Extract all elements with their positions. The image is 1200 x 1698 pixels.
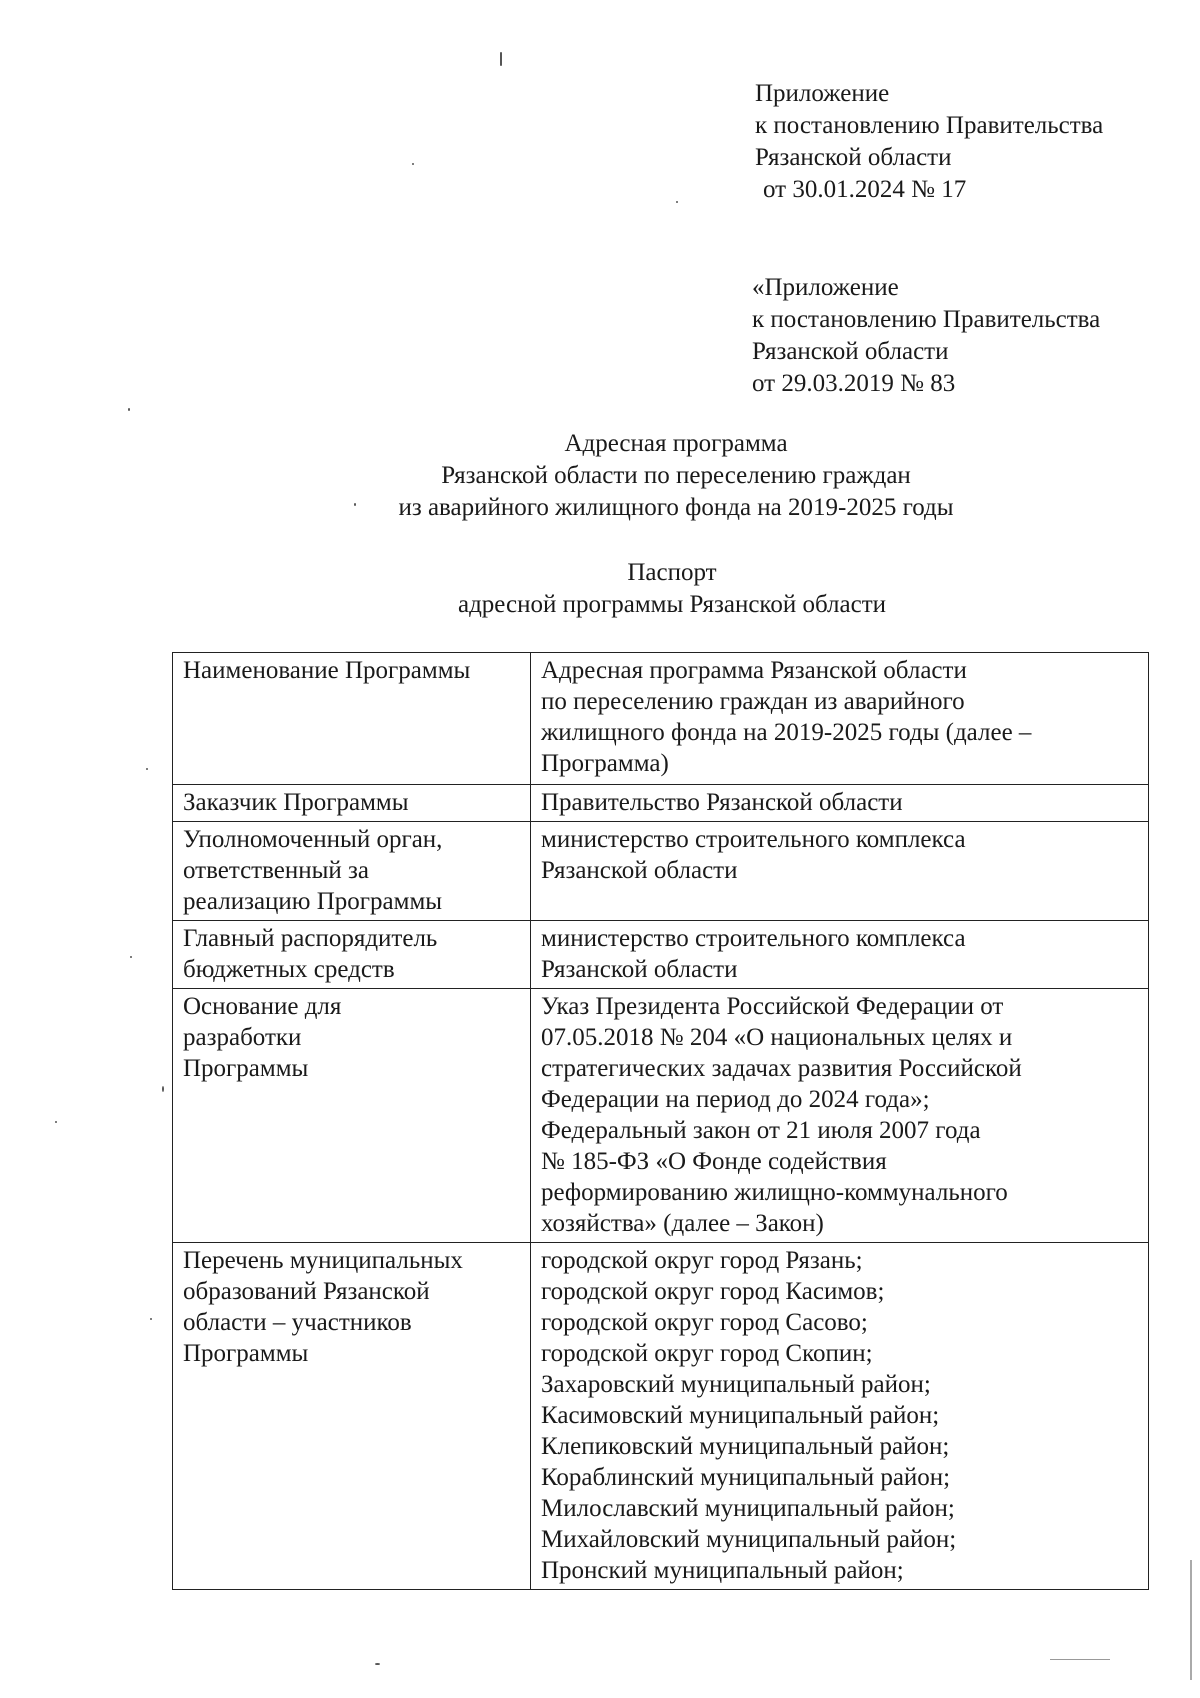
appendix-header-original <box>752 272 1100 400</box>
header-line: «Приложение <box>752 274 899 301</box>
row-value: Адресная программа Рязанской области по переселению граждан из аварийного жилищного фонда на 2019-2025 годы (далее – Программа) <box>531 653 1149 785</box>
header-line: от 30.01.2024 № 17 <box>763 176 967 203</box>
row-label: Перечень муниципальных образований Рязанской области – участников Программы <box>173 1243 531 1590</box>
scan-speck <box>55 1121 57 1123</box>
row-label: Заказчик Программы <box>173 785 531 822</box>
appendix-header-current <box>755 78 1103 206</box>
title-line: Адресная программа <box>564 430 788 457</box>
row-value: Правительство Рязанской области <box>531 785 1149 822</box>
row-value: министерство строительного комплекса Рязанской области <box>531 822 1149 921</box>
row-label: Наименование Программы <box>173 653 531 785</box>
table-row <box>173 653 1149 785</box>
title-line: Рязанской области по переселению граждан <box>441 462 911 489</box>
program-title <box>76 428 1200 524</box>
scan-speck <box>146 768 148 770</box>
title-line: из аварийного жилищного фонда на 2019-2025 годы <box>398 494 954 521</box>
header-line: от 29.03.2019 № 83 <box>752 370 956 397</box>
scan-speck <box>375 1663 380 1665</box>
table-row <box>173 921 1149 989</box>
scan-speck <box>676 201 678 203</box>
scan-speck <box>162 1086 164 1092</box>
scan-speck <box>130 956 132 958</box>
row-value: Указ Президента Российской Федерации от 07.05.2018 № 204 «О национальных целях и стратегических задачах развития Российской Федерации на период до 2024 года»; Федеральный закон от 21 июля 2007 года № 185-ФЗ «О Фонде содействия реформированию жилищно-коммунального хозяйства» (далее – Закон) <box>531 989 1149 1243</box>
header-line: Приложение <box>755 80 890 107</box>
row-label: Главный распорядитель бюджетных средств <box>173 921 531 989</box>
row-value: городской округ город Рязань; городской округ город Касимов; городской округ город Сасово; городской округ город Скопин; Захаровский муниципальный район; Касимовский муниципальный район; Клепиковский муниципальный район; Кораблинский муниципальный район; Милославский муниципальный район; Михайловский муниципальный район; Пронский муниципальный район; <box>531 1243 1149 1590</box>
scan-speck <box>1050 1659 1110 1660</box>
scan-speck <box>150 1318 152 1320</box>
header-line: Рязанской области <box>752 338 949 365</box>
scan-speck <box>412 163 414 165</box>
table-row <box>173 989 1149 1243</box>
scan-speck <box>500 52 502 66</box>
passport-table <box>172 652 1149 1590</box>
row-value: министерство строительного комплекса Рязанской области <box>531 921 1149 989</box>
scan-speck <box>128 408 130 411</box>
scan-speck <box>1190 1560 1192 1680</box>
title-line: адресной программы Рязанской области <box>457 591 887 618</box>
header-line: Рязанской области <box>755 144 952 171</box>
table-row <box>173 785 1149 822</box>
scan-speck <box>354 503 356 506</box>
table-row <box>173 822 1149 921</box>
header-line: к постановлению Правительства <box>755 112 1104 139</box>
passport-title <box>72 557 1200 621</box>
table-row <box>173 1243 1149 1590</box>
title-line: Паспорт <box>627 559 717 586</box>
row-label: Уполномоченный орган, ответственный за реализацию Программы <box>173 822 531 921</box>
row-label: Основание для разработки Программы <box>173 989 531 1243</box>
header-line: к постановлению Правительства <box>752 306 1101 333</box>
